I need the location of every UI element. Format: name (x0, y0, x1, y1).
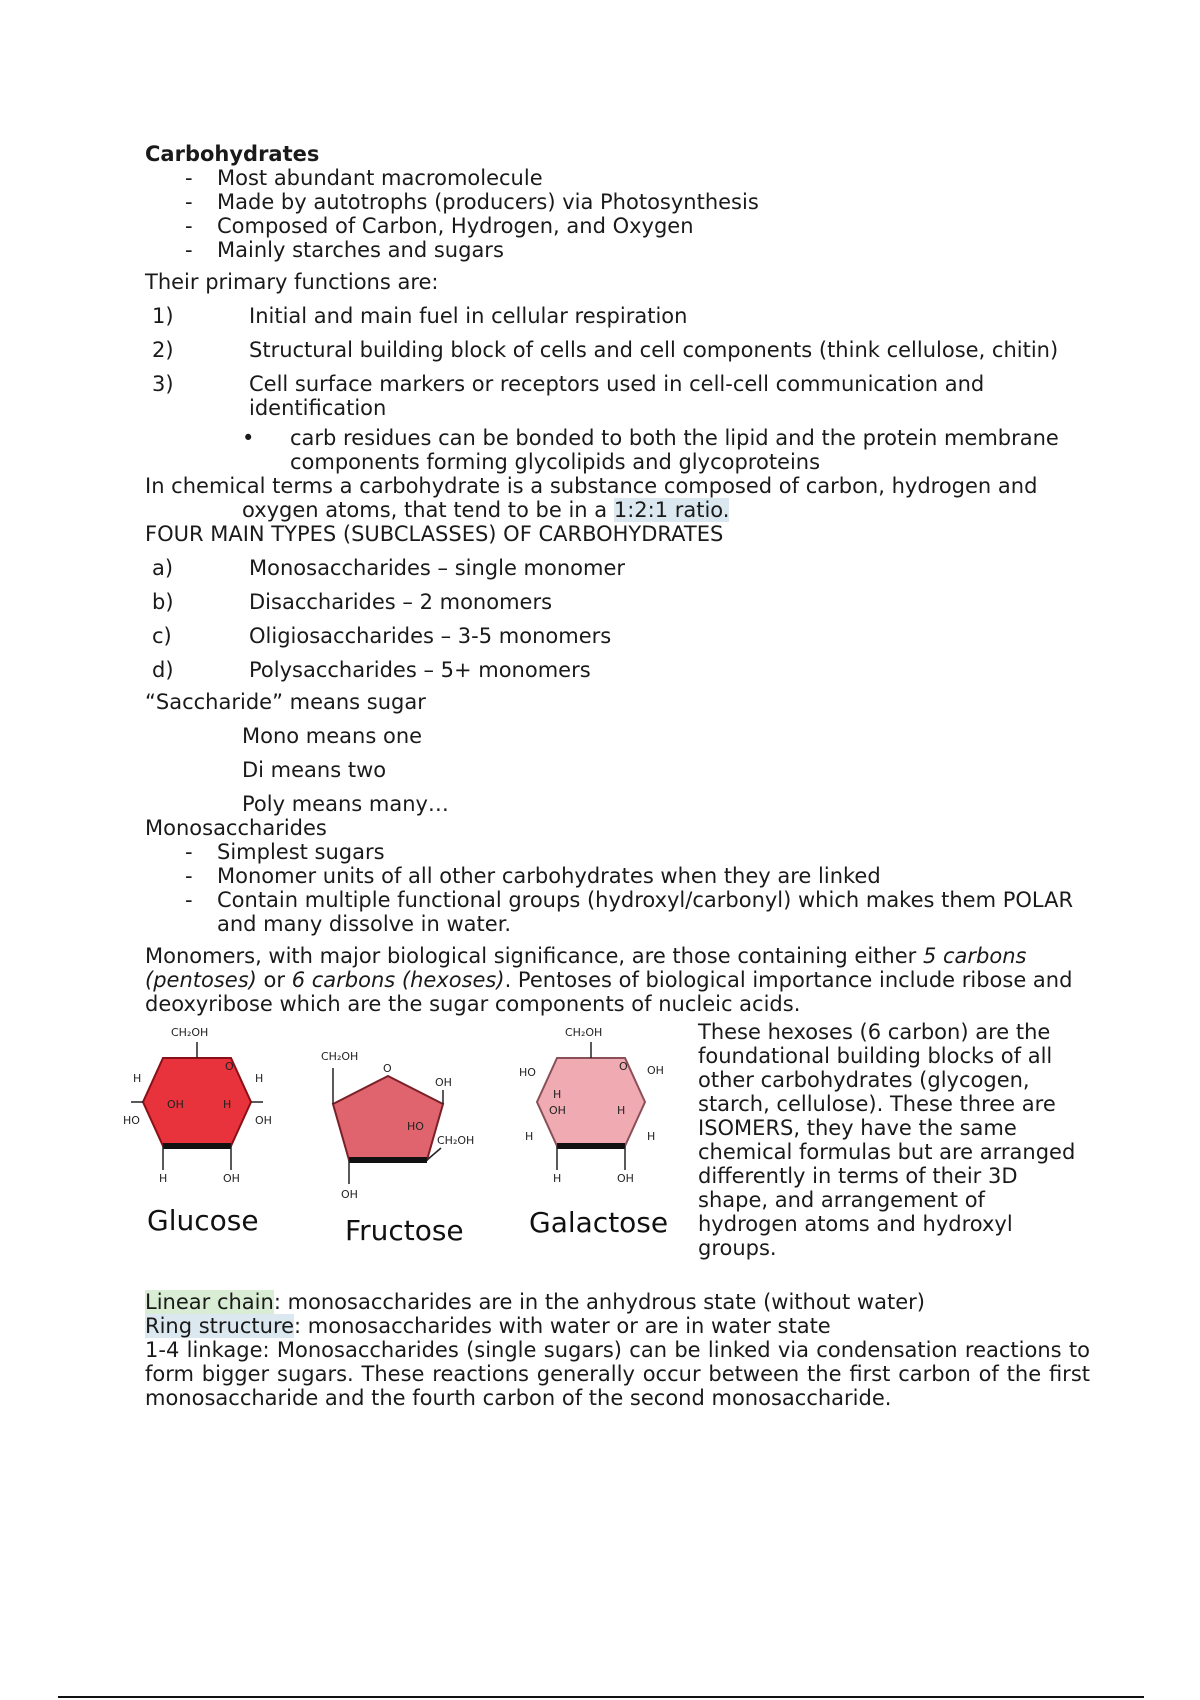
monosaccharides-list (145, 840, 1090, 936)
list-item: b) Disaccharides – 2 monomers (152, 590, 553, 614)
fructose-ch2oh-label: CH₂OH (437, 1134, 475, 1147)
fructose-ring (333, 1076, 443, 1160)
bullet-icon: • (242, 426, 255, 450)
functions-intro: Their primary functions are: (145, 270, 439, 294)
fructose-ho-label: HO (407, 1120, 424, 1133)
glucose-h-label: H (223, 1098, 232, 1111)
hexoses-paragraph: These hexoses (6 carbon) are the foundational building blocks of all other carbohydrates (glycogen, starch, cellulose). These three are ISOMERS, they have the same chemical formulas but are arranged differently in terms of their 3D shape, and arrangement of hydrogen atoms and hydroxyl groups. (698, 1020, 1076, 1260)
glucose-ho-label: HO (123, 1114, 140, 1127)
list-item: - Most abundant macromolecule (185, 166, 1090, 190)
galactose-h-label: H (647, 1130, 656, 1143)
section-title-monosaccharides: Monosaccharides (145, 816, 327, 840)
list-item: - Monomer units of all other carbohydrates when they are linked (185, 864, 1090, 888)
galactose-structure (519, 1026, 668, 1239)
monomers-paragraph: Monomers, with major biological significance, are those containing either 5 carbons (pentoses) or 6 carbons (hexoses). Pentoses of biological importance include ribose and deoxyribose which are the sugar components of nucleic acids. (145, 944, 1073, 1016)
glucose-o-label: O (225, 1060, 234, 1073)
glucose-oh-label: OH (255, 1114, 272, 1127)
document-page (123, 142, 1090, 1410)
glucose-ch2oh-label: CH₂OH (171, 1026, 209, 1039)
glucose-ring (143, 1058, 251, 1146)
list-item: d) Polysaccharides – 5+ monomers (152, 658, 591, 682)
galactose-caption: Galactose (529, 1206, 669, 1239)
glucose-oh-label: OH (167, 1098, 184, 1111)
galactose-oh-label: OH (549, 1104, 566, 1117)
meaning-poly: Poly means many… (242, 792, 449, 816)
galactose-ring (537, 1058, 645, 1146)
glucose-h-label: H (159, 1172, 168, 1185)
list-item: 2) Structural building block of cells and cell components (think cellulose, chitin) (152, 338, 1059, 362)
fructose-caption: Fructose (345, 1214, 464, 1247)
linkage-paragraph: 1-4 linkage: Monosaccharides (single sugars) can be linked via condensation reactions to form bigger sugars. These reactions generally occur between the first carbon of the first monosaccharide and the fourth carbon of the second monosaccharide. (145, 1338, 1090, 1410)
hexose-structures-svg (123, 1020, 698, 1290)
glucose-h-label: H (255, 1072, 264, 1085)
galactose-o-label: O (619, 1060, 628, 1073)
meaning-di: Di means two (242, 758, 387, 782)
hexose-figure-row (123, 1020, 1090, 1290)
linear-chain-line: Linear chain: monosaccharides are in the anhydrous state (without water) (145, 1290, 925, 1314)
galactose-ch2oh-label: CH₂OH (565, 1026, 603, 1039)
fructose-ch2oh-label: CH₂OH (321, 1050, 359, 1063)
footer-divider (58, 1696, 1144, 1698)
galactose-h-label: H (553, 1088, 562, 1101)
chemical-definition: In chemical terms a carbohydrate is a substance composed of carbon, hydrogen and oxygen atoms, that tend to be in a 1:2:1 ratio. (145, 474, 1038, 522)
functions-list (145, 304, 1090, 420)
list-item: - Mainly starches and sugars (185, 238, 1090, 262)
fructose-o-label: O (383, 1062, 392, 1075)
glucose-caption: Glucose (147, 1204, 259, 1237)
fructose-oh-label: OH (341, 1188, 358, 1201)
types-heading: FOUR MAIN TYPES (SUBCLASSES) OF CARBOHYDRATES (145, 522, 724, 546)
fructose-structure (321, 1050, 474, 1247)
galactose-oh-label: OH (617, 1172, 634, 1185)
meaning-mono: Mono means one (242, 724, 423, 748)
galactose-h-label: H (553, 1172, 562, 1185)
list-item: - Contain multiple functional groups (hydroxyl/carbonyl) which makes them POLAR and many dissolve in water. (185, 888, 1090, 936)
glucose-h-label: H (133, 1072, 142, 1085)
types-list (145, 556, 1090, 682)
fructose-oh-label: OH (435, 1076, 452, 1089)
ring-structure-line: Ring structure: monosaccharides with water or are in water state (145, 1314, 831, 1338)
galactose-h-label: H (525, 1130, 534, 1143)
carbohydrates-list (145, 166, 1090, 262)
galactose-oh-label: OH (647, 1064, 664, 1077)
hexose-structures-figure (123, 1020, 698, 1290)
glucose-structure (123, 1026, 272, 1237)
functions-sub-bullet: • carb residues can be bonded to both the lipid and the protein membrane components forming glycolipids and glycoproteins (242, 426, 1059, 474)
ring-structure-term: Ring structure (145, 1314, 295, 1338)
list-item: - Composed of Carbon, Hydrogen, and Oxygen (185, 214, 1090, 238)
list-item: 1) Initial and main fuel in cellular respiration (152, 304, 688, 328)
section-title-carbohydrates: Carbohydrates (145, 142, 320, 166)
linear-chain-term: Linear chain (145, 1290, 274, 1314)
list-item: a) Monosaccharides – single monomer (152, 556, 626, 580)
list-item: 3) Cell surface markers or receptors used in cell-cell communication and identification (152, 372, 985, 420)
list-item: - Simplest sugars (185, 840, 1090, 864)
galactose-h-label: H (617, 1104, 626, 1117)
saccharide-line: “Saccharide” means sugar (145, 690, 426, 714)
list-item: - Made by autotrophs (producers) via Photosynthesis (185, 190, 1090, 214)
galactose-ho-label: HO (519, 1066, 536, 1079)
ratio-highlight: 1:2:1 ratio. (613, 498, 730, 522)
glucose-oh-label: OH (223, 1172, 240, 1185)
list-item: c) Oligiosaccharides – 3-5 monomers (152, 624, 612, 648)
